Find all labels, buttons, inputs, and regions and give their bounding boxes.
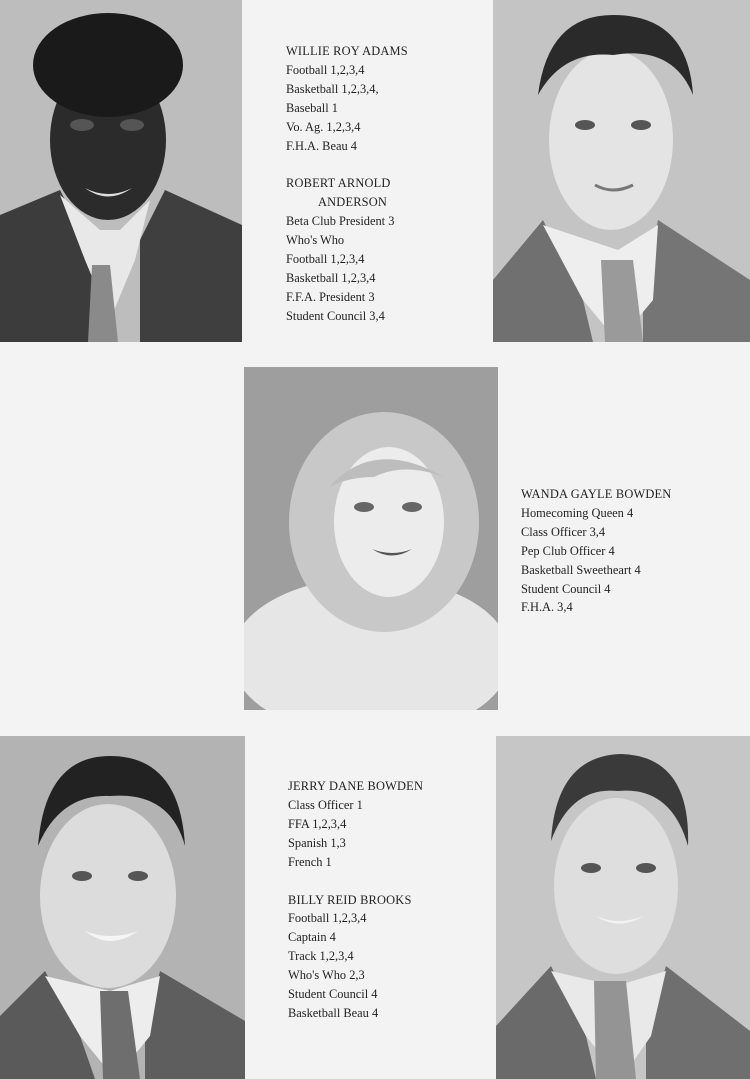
student-name: WANDA GAYLE BOWDEN: [521, 487, 672, 501]
activity: Baseball 1: [286, 100, 338, 115]
activity: French 1: [288, 854, 332, 869]
activity: FFA 1,2,3,4: [288, 816, 347, 831]
student-name: ROBERT ARNOLD: [286, 176, 391, 191]
activity: Basketball 1,2,3,4,: [286, 81, 379, 96]
student-name: JERRY DANE BOWDEN: [288, 779, 424, 793]
activity: Basketball Sweetheart 4: [521, 562, 641, 577]
student-name-continued: ANDERSON: [318, 195, 388, 210]
activity: Class Officer 1: [288, 797, 363, 812]
activity: F.F.A. President 3: [286, 289, 375, 304]
activity: Pep Club Officer 4: [521, 543, 615, 558]
activity: Class Officer 3,4: [521, 524, 606, 539]
activity: Student Council 3,4: [286, 308, 385, 323]
activity: Beta Club President 3: [286, 214, 395, 229]
student-name: BILLY REID BROOKS: [288, 892, 412, 907]
activity: Basketball Beau 4: [288, 1005, 379, 1020]
activity: Vo. Ag. 1,2,3,4: [286, 119, 361, 134]
student-name: WILLIE ROY ADAMS: [286, 44, 408, 58]
activity: Who's Who 2,3: [288, 968, 365, 983]
activity: Spanish 1,3: [288, 835, 346, 850]
activity: Basketball 1,2,3,4: [286, 270, 376, 285]
activity: Football 1,2,3,4: [288, 911, 367, 926]
activity: Football 1,2,3,4: [286, 252, 365, 267]
activity: Student Council 4: [521, 581, 611, 596]
portrait-billy-reid-brooks: [496, 736, 750, 1079]
activity: Homecoming Queen 4: [521, 505, 634, 520]
bio-block-top: [286, 42, 408, 326]
activity: Who's Who: [286, 233, 345, 248]
activity: Track 1,2,3,4: [288, 949, 354, 964]
portrait-wanda-gayle-bowden: [244, 367, 498, 710]
bio-block-middle: [521, 485, 671, 617]
bio-block-bottom: [288, 777, 423, 1023]
activity: Captain 4: [288, 930, 336, 945]
portrait-willie-roy-adams: [0, 0, 242, 342]
activity: F.H.A. 3,4: [521, 600, 573, 615]
portrait-jerry-dane-bowden: [0, 736, 245, 1079]
activity: Football 1,2,3,4: [286, 62, 365, 77]
portrait-robert-arnold-anderson: [493, 0, 750, 342]
activity: Student Council 4: [288, 987, 378, 1002]
activity: F.H.A. Beau 4: [286, 138, 357, 153]
